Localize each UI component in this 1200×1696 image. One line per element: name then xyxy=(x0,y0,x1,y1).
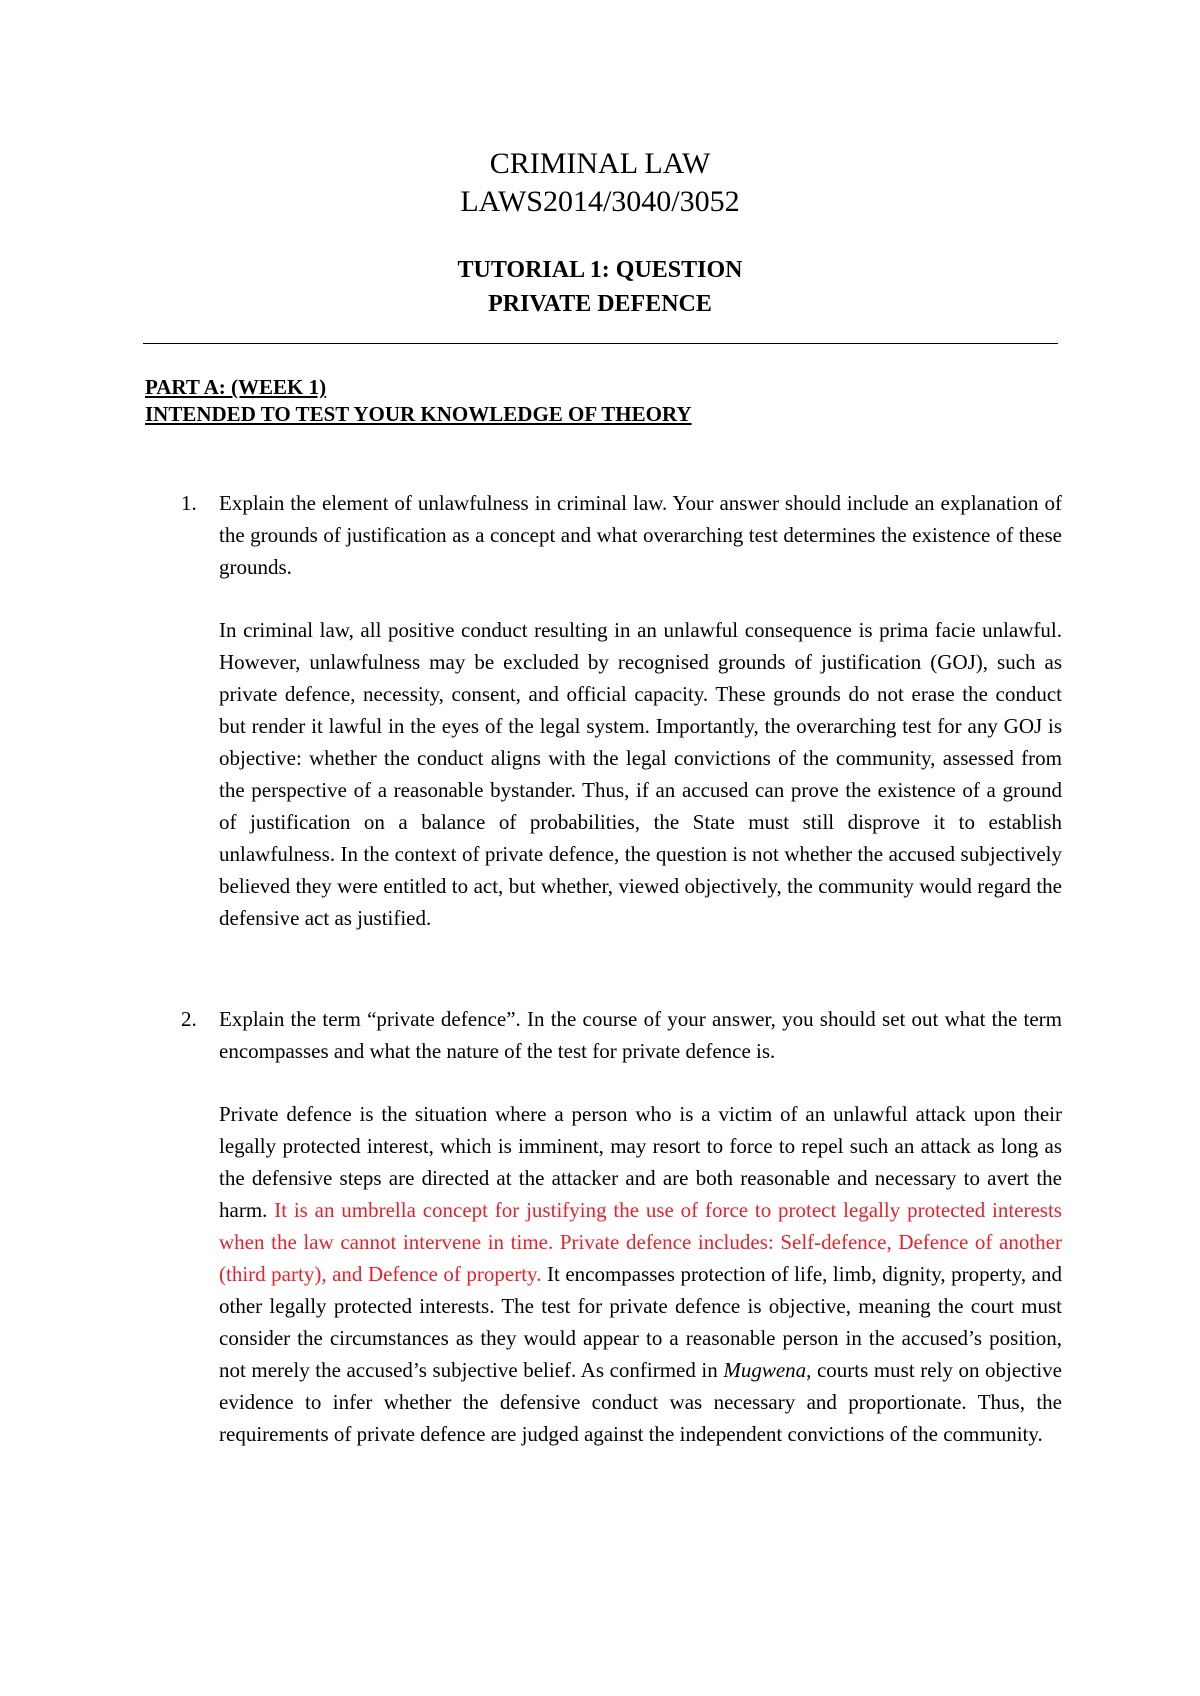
tutorial-heading: TUTORIAL 1: QUESTION xyxy=(457,257,743,283)
course-code: LAWS2014/3040/3052 xyxy=(460,185,740,218)
question-number: 2. xyxy=(181,1007,197,1031)
part-label: PART A: (WEEK 1) xyxy=(145,375,327,399)
course-title: CRIMINAL LAW xyxy=(489,147,711,180)
part-subtitle: INTENDED TO TEST YOUR KNOWLEDGE OF THEORY xyxy=(145,402,692,426)
question-text: Explain the term “private defence”. In the course of your answer, you should set out what the term encompasses and what the nature of the test for private defence is. xyxy=(219,1007,1062,1063)
answer-segment: It encompasses protection of life, limb, dignity, property, and other legally protected interests. The test for private defence is objective, meaning the court must consider the circumstances as they would appear to a reasonable person in the accused’s position, not merely the accused’s subjective belief. As confirmed in xyxy=(219,1262,1062,1382)
horizontal-rule xyxy=(143,343,1058,344)
answer-segment: Private defence is the situation where a person who is a victim of an unlawful attack upon their legally protected interest, which is imminent, may resort to force to repel such an attack as long as the defensive steps are directed at the attacker and are both reasonable and necessary to avert the harm. xyxy=(219,1102,1062,1222)
answer-highlighted-segment: It is an umbrella concept for justifying the use of force to protect legally protected interests when the law cannot intervene in time. Private defence includes: Self-defence, Defence of another (third party), and Defence of property. xyxy=(219,1198,1062,1286)
question-number: 1. xyxy=(181,491,197,515)
topic-heading: PRIVATE DEFENCE xyxy=(488,291,712,317)
question-text: Explain the element of unlawfulness in criminal law. Your answer should include an explanation of the grounds of justification as a concept and what overarching test determines the existence of these grounds. xyxy=(219,491,1062,579)
answer-text: In criminal law, all positive conduct resulting in an unlawful consequence is prima facie unlawful. However, unlawfulness may be excluded by recognised grounds of justification (GOJ), such as private defence, necessity, consent, and official capacity. These grounds do not erase the conduct but render it lawful in the eyes of the legal system. Importantly, the overarching test for any GOJ is objective: whether the conduct aligns with the legal convictions of the community, assessed from the perspective of a reasonable bystander. Thus, if an accused can prove the existence of a ground of justification on a balance of probabilities, the State must still disprove it to establish unlawfulness. In the context of private defence, the question is not whether the accused subjectively believed they were entitled to act, but whether, viewed objectively, the community would regard the defensive act as justified. xyxy=(219,618,1062,930)
answer-text xyxy=(219,1098,1062,1450)
case-name: Mugwena xyxy=(723,1358,807,1382)
answer-segment: , courts must rely on objective evidence to infer whether the defensive conduct was necessary and proportionate. Thus, the requirements of private defence are judged against the independent convictions of the community. xyxy=(219,1358,1062,1446)
